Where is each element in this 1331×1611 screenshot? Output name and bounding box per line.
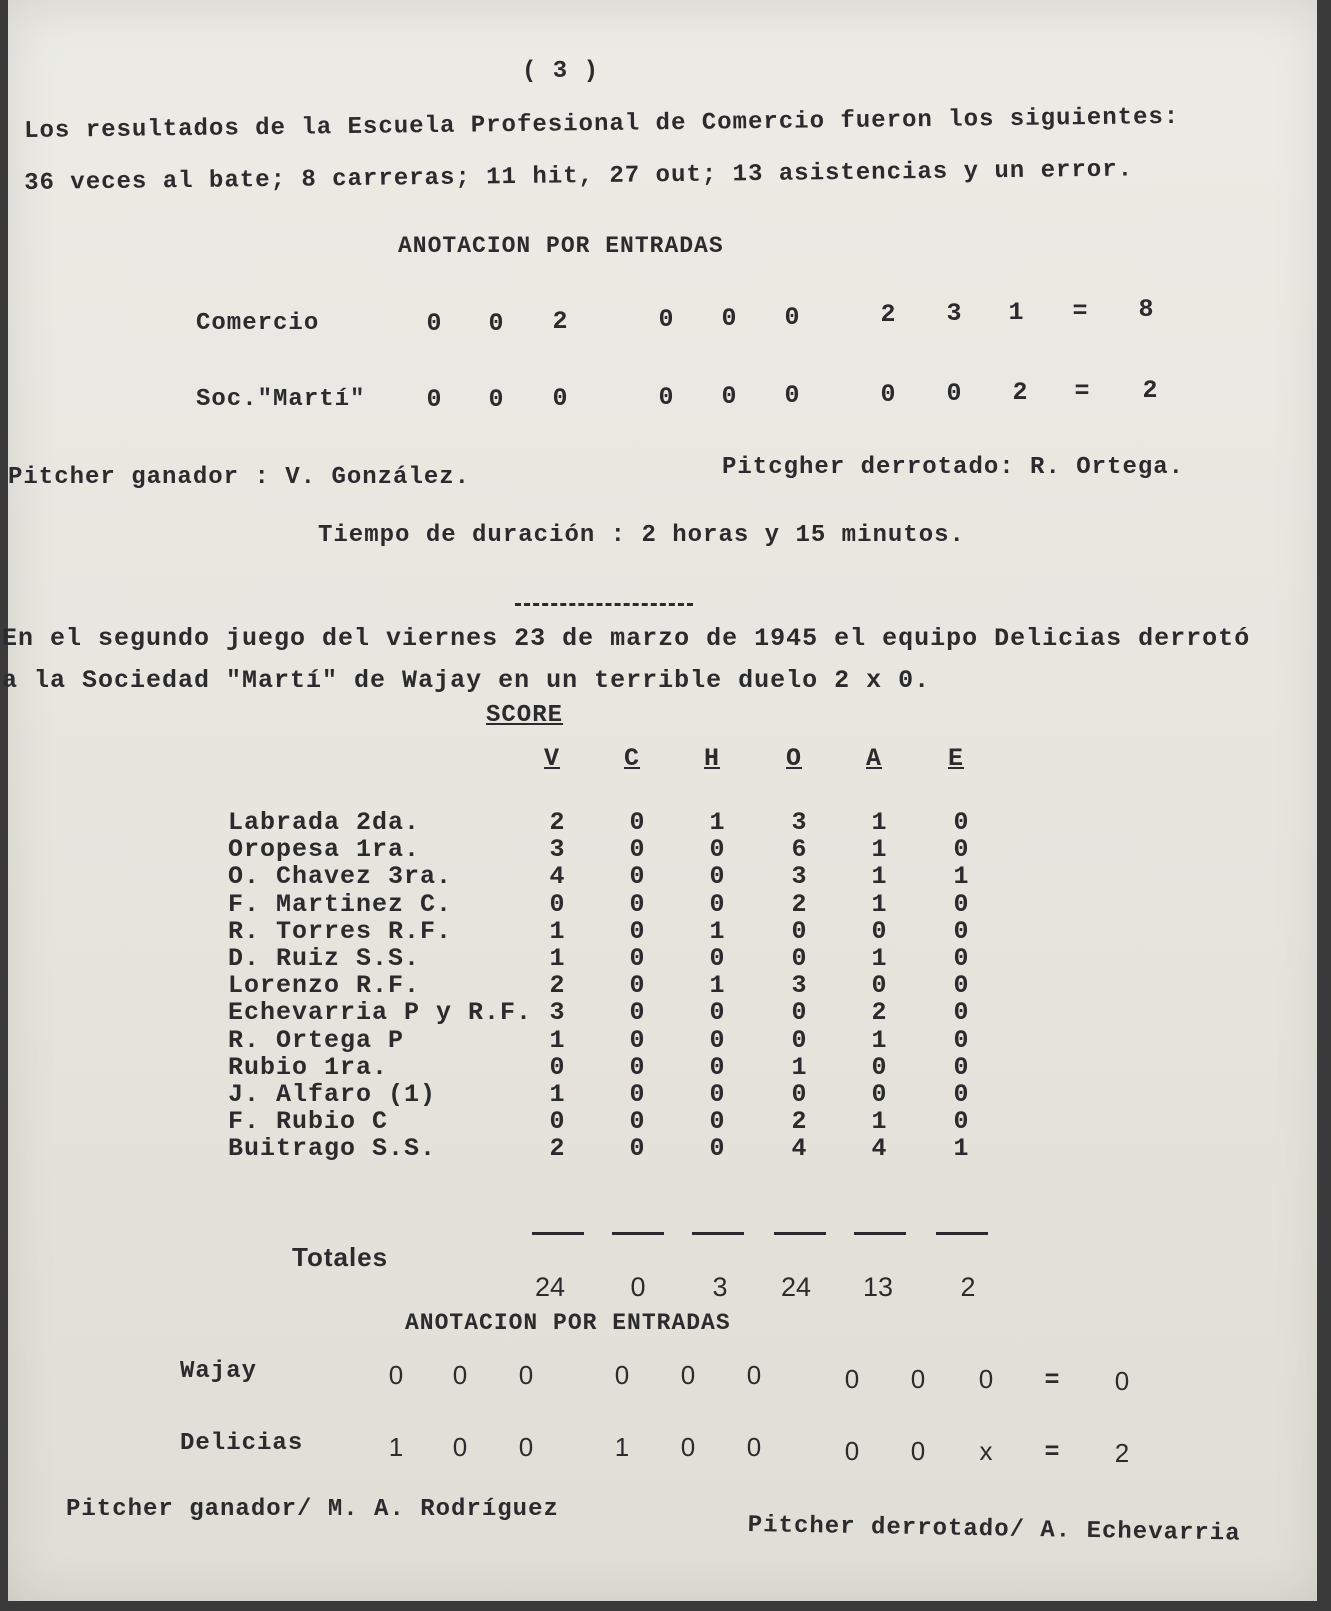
inning: 0 — [721, 382, 737, 411]
player-stat: 0 — [629, 1134, 645, 1164]
game2-intro-line-2: a la Sociedad "Martí" de Wajay en un terrible duelo 2 x 0. — [2, 666, 931, 695]
player-name: Buitrago S.S. — [228, 1134, 437, 1164]
player-stat: 0 — [953, 971, 969, 1001]
player-name: Lorenzo R.F. — [228, 971, 421, 1001]
player-stat: 0 — [953, 808, 969, 837]
player-stat: 0 — [709, 1134, 725, 1164]
team-total: 2 — [1114, 1438, 1130, 1468]
player-stat: 3 — [549, 835, 565, 865]
inning: 0 — [488, 385, 504, 414]
score-column-header: A — [866, 744, 883, 773]
player-stat: 0 — [791, 1080, 807, 1109]
game1-duration: Tiempo de duración : 2 horas y 15 minutos. — [318, 522, 965, 549]
team-total: 2 — [1142, 376, 1158, 405]
inning: 0 — [721, 304, 737, 333]
inning: 0 — [452, 1360, 468, 1390]
equals-sign: = — [1044, 1366, 1060, 1395]
score-column-header: H — [704, 744, 721, 773]
player-stat: 1 — [549, 1080, 565, 1109]
player-stat: 0 — [629, 808, 645, 837]
player-stat: 1 — [549, 916, 565, 946]
inning: 0 — [978, 1364, 994, 1394]
player-stat: 0 — [953, 835, 969, 865]
player-stat: 0 — [629, 916, 645, 946]
player-stat: 0 — [953, 1052, 969, 1082]
player-stat: 4 — [791, 1134, 807, 1164]
player-stat: 1 — [871, 1025, 887, 1055]
game1-losing-pitcher: Pitcgher derrotado: R. Ortega. — [722, 454, 1185, 481]
player-stat: 1 — [871, 862, 887, 892]
inning: 0 — [910, 1436, 926, 1466]
inning: 2 — [552, 307, 568, 336]
player-stat: 0 — [629, 889, 645, 919]
player-stat: 0 — [871, 971, 887, 1001]
player-name: Echevarria P y R.F. — [228, 998, 533, 1028]
player-stat: 1 — [871, 835, 887, 865]
inning: 2 — [1012, 378, 1028, 407]
game2-winning-pitcher: Pitcher ganador/ M. A. Rodríguez — [66, 1496, 559, 1523]
player-stat: 0 — [629, 1025, 645, 1055]
player-stat: 1 — [709, 808, 725, 837]
player-stat: 0 — [709, 835, 725, 865]
player-stat: 4 — [549, 862, 565, 892]
total-rule-line — [692, 1232, 744, 1235]
player-stat: 0 — [953, 1080, 969, 1109]
player-name: Rubio 1ra. — [228, 1052, 389, 1082]
inning: 0 — [388, 1360, 404, 1390]
inning: 0 — [614, 1360, 630, 1390]
inning: 3 — [946, 299, 962, 328]
player-stat: 2 — [549, 1134, 565, 1164]
player-name: F. Martinez C. — [228, 889, 453, 919]
player-stat: 1 — [709, 971, 725, 1001]
equals-sign: = — [1072, 297, 1088, 326]
player-stat: 0 — [629, 1080, 645, 1109]
bottom-edge — [0, 1601, 1331, 1611]
game2-intro-line-1: En el segundo juego del viernes 23 de marzo de 1945 el equipo Delicias derrotó — [2, 624, 1251, 653]
player-stat: 1 — [871, 1107, 887, 1137]
game2-team-1-name: Wajay — [180, 1358, 258, 1385]
player-stat: 0 — [549, 1107, 565, 1137]
inning: 1 — [614, 1432, 630, 1462]
score-title: SCORE — [486, 702, 564, 729]
column-total: 2 — [960, 1272, 976, 1302]
team-total: 8 — [1138, 295, 1154, 324]
player-stat: 0 — [709, 1052, 725, 1082]
inning: 0 — [746, 1432, 762, 1462]
player-name: D. Ruiz S.S. — [228, 944, 421, 973]
player-stat: 3 — [791, 808, 807, 837]
score-column-header: C — [624, 744, 641, 773]
total-rule-line — [612, 1232, 664, 1235]
equals-sign: = — [1044, 1438, 1060, 1467]
player-stat: 0 — [709, 944, 725, 973]
total-rule-line — [774, 1232, 826, 1235]
page-number: ( 3 ) — [522, 58, 600, 85]
inning: 0 — [552, 384, 568, 413]
player-stat: 0 — [709, 889, 725, 919]
player-stat: 0 — [791, 998, 807, 1028]
player-stat: 1 — [871, 808, 887, 837]
player-name: J. Alfaro (1) — [228, 1080, 437, 1109]
inning: 0 — [426, 385, 442, 414]
intro-line-1: Los resultados de la Escuela Profesional de Comercio fueron los siguientes: — [24, 103, 1180, 145]
inning: 0 — [488, 309, 504, 338]
inning: 0 — [680, 1360, 696, 1390]
player-stat: 3 — [549, 998, 565, 1028]
inning: 0 — [426, 309, 442, 338]
player-stat: 0 — [629, 1107, 645, 1137]
player-stat: 0 — [791, 1025, 807, 1055]
player-stat: 2 — [791, 1107, 807, 1137]
total-rule-line — [532, 1232, 584, 1235]
right-edge — [1317, 0, 1331, 1611]
player-stat: 0 — [709, 1025, 725, 1055]
game1-winning-pitcher: Pitcher ganador : V. González. — [8, 464, 471, 491]
inning: 0 — [910, 1364, 926, 1394]
inning: 0 — [844, 1364, 860, 1394]
player-stat: 0 — [629, 944, 645, 973]
player-stat: 0 — [871, 916, 887, 946]
inning: 0 — [658, 383, 674, 412]
total-rule-line — [854, 1232, 906, 1235]
player-stat: 0 — [709, 1080, 725, 1109]
inning: 0 — [680, 1432, 696, 1462]
inning: 0 — [946, 379, 962, 408]
player-stat: 3 — [791, 862, 807, 892]
player-stat: 0 — [709, 862, 725, 892]
player-stat: 0 — [953, 889, 969, 919]
player-stat: 0 — [953, 1107, 969, 1137]
player-name: Oropesa 1ra. — [228, 835, 421, 865]
score-column-header: O — [786, 744, 803, 773]
inning: 0 — [784, 303, 800, 332]
player-stat: 0 — [629, 998, 645, 1028]
inning: 0 — [746, 1360, 762, 1390]
inning: 0 — [518, 1360, 534, 1390]
player-stat: 4 — [871, 1134, 887, 1164]
player-name: R. Torres R.F. — [228, 916, 453, 946]
game2-team-2-name: Delicias — [180, 1430, 304, 1457]
game1-heading: ANOTACION POR ENTRADAS — [398, 233, 724, 259]
player-stat: 0 — [549, 889, 565, 919]
player-stat: 2 — [549, 808, 565, 837]
game1-team-1-name: Comercio — [196, 310, 320, 337]
player-stat: 3 — [791, 971, 807, 1001]
inning: 1 — [388, 1432, 404, 1462]
player-stat: 6 — [791, 835, 807, 865]
player-stat: 1 — [953, 1134, 969, 1164]
equals-sign: = — [1074, 377, 1090, 406]
player-stat: 0 — [791, 916, 807, 946]
inning: 0 — [880, 380, 896, 409]
player-name: F. Rubio C — [228, 1107, 389, 1137]
player-stat: 0 — [549, 1052, 565, 1082]
player-stat: 0 — [629, 835, 645, 865]
left-edge — [0, 0, 8, 1611]
inning: 2 — [880, 300, 896, 329]
player-stat: 1 — [953, 862, 969, 892]
column-total: 24 — [534, 1272, 566, 1302]
column-total: 24 — [780, 1272, 812, 1302]
team-total: 0 — [1114, 1366, 1130, 1396]
player-stat: 0 — [629, 1052, 645, 1082]
inning: 0 — [518, 1432, 534, 1462]
player-stat: 0 — [871, 1052, 887, 1082]
game2-heading: ANOTACION POR ENTRADAS — [405, 1310, 731, 1336]
player-stat: 2 — [871, 998, 887, 1028]
player-name: R. Ortega P — [228, 1025, 405, 1055]
intro-line-2: 36 veces al bate; 8 carreras; 11 hit, 27 out; 13 asistencias y un error. — [24, 156, 1134, 197]
player-stat: 0 — [953, 1025, 969, 1055]
game1-team-2-name: Soc."Martí" — [196, 386, 366, 413]
totals-label: Totales — [292, 1242, 389, 1272]
player-stat: 0 — [953, 998, 969, 1028]
player-stat: 1 — [709, 916, 725, 946]
score-column-header: E — [948, 744, 965, 773]
player-stat: 1 — [791, 1052, 807, 1082]
inning: 0 — [658, 305, 674, 334]
player-stat: 2 — [549, 971, 565, 1001]
player-name: Labrada 2da. — [228, 808, 421, 837]
game2-losing-pitcher: Pitcher derrotado/ A. Echevarria — [747, 1512, 1241, 1548]
player-stat: 2 — [791, 889, 807, 919]
separator-line — [515, 603, 693, 606]
player-stat: 0 — [629, 862, 645, 892]
player-stat: 1 — [871, 944, 887, 973]
player-stat: 0 — [709, 998, 725, 1028]
inning: 0 — [844, 1436, 860, 1466]
player-stat: 1 — [871, 889, 887, 919]
inning: 1 — [1008, 298, 1024, 327]
player-stat: 1 — [549, 944, 565, 973]
score-column-header: V — [544, 744, 561, 773]
player-stat: 0 — [709, 1107, 725, 1137]
total-rule-line — [936, 1232, 988, 1235]
player-name: O. Chavez 3ra. — [228, 862, 453, 892]
inning: 0 — [784, 381, 800, 410]
player-stat: 0 — [791, 944, 807, 973]
player-stat: 0 — [871, 1080, 887, 1109]
player-stat: 0 — [953, 944, 969, 973]
player-stat: 0 — [953, 916, 969, 946]
column-total: 3 — [712, 1272, 728, 1302]
column-total: 0 — [630, 1272, 646, 1302]
inning: x — [979, 1436, 993, 1466]
column-total: 13 — [862, 1272, 894, 1302]
inning: 0 — [452, 1432, 468, 1462]
player-stat: 0 — [629, 971, 645, 1001]
player-stat: 1 — [549, 1025, 565, 1055]
